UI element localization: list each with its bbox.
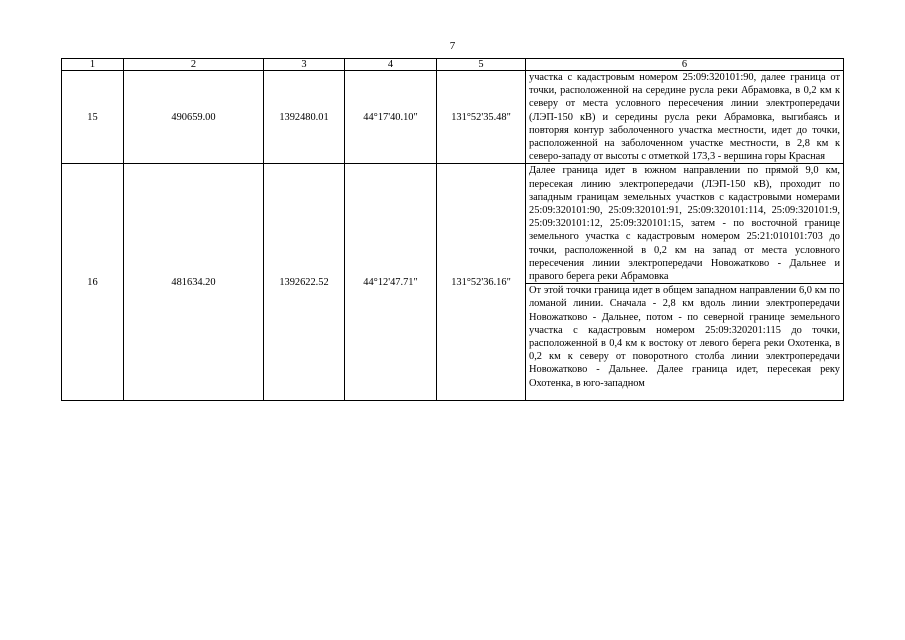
longitude: 131°52'36.16" bbox=[437, 164, 526, 401]
page-number: 7 bbox=[449, 40, 456, 52]
header-row bbox=[62, 59, 844, 71]
header-cell-3: 3 bbox=[264, 59, 345, 71]
description-text: От этой точки граница идет в общем западном направлении 6,0 км по ломаной линии. Сначала - 2,8 км вдоль линии электропередачи Новожатково - Дальнее, потом - по северной границе земельного участка с кадастровым номером 25:09:320201:115 до точки, расположенной в 0,4 км к востоку от левого берега реки Охотенка, в 0,2 км к северу от поворотного столба линии электропередачи Новожатково - Дальнее. Далее граница идет, пересекая реку Охотенка, в юго-западном bbox=[529, 285, 840, 389]
coord-x: 490659.00 bbox=[124, 71, 264, 164]
header-cell-1: 1 bbox=[62, 59, 124, 71]
boundary-description-continued bbox=[526, 284, 844, 401]
latitude: 44°17'40.10" bbox=[345, 71, 437, 164]
header-cell-4: 4 bbox=[345, 59, 437, 71]
header-cell-6: 6 bbox=[526, 59, 844, 71]
table-row bbox=[62, 164, 844, 284]
coord-x: 481634.20 bbox=[124, 164, 264, 401]
coord-y: 1392622.52 bbox=[264, 164, 345, 401]
table-row bbox=[62, 71, 844, 164]
header-cell-5: 5 bbox=[437, 59, 526, 71]
latitude: 44°12'47.71" bbox=[345, 164, 437, 401]
boundary-description: участка с кадастровым номером 25:09:320101:90, далее граница от точки, расположенной на середине русла реки Абрамовка, в 0,2 км к северу от места условного пересечения линии электропередачи (ЛЭП-150 кВ) и середины русла реки Абрамовка, выгибаясь и повторяя контур заболоченного участка местности, идет до точки, расположенной на заболоченном участке местности, в 2,8 км к северо-западу от высоты с отметкой 173,3 - вершина горы Красная bbox=[526, 71, 844, 164]
point-number: 16 bbox=[62, 164, 124, 401]
boundary-points-table bbox=[61, 58, 844, 401]
point-number: 15 bbox=[62, 71, 124, 164]
boundary-description: Далее граница идет в южном направлении по прямой 9,0 км, пересекая линию электропередачи (ЛЭП-150 кВ), проходит по западным границам земельных участков с кадастровыми номерами 25:09:320101:90, 25:09:320101:91, 25:09:320101:114, 25:09:320101:9, 25:09:320101:12, 25:09:320101:15, затем - по восточной границе земельного участка с кадастровым номером 25:21:010101:703 до точки, расположенной в 0,2 км на запад от места условного пересечения линии электропередачи Новожатково - Дальнее и правого берега реки Абрамовка bbox=[526, 164, 844, 284]
coord-y: 1392480.01 bbox=[264, 71, 345, 164]
longitude: 131°52'35.48" bbox=[437, 71, 526, 164]
header-cell-2: 2 bbox=[124, 59, 264, 71]
